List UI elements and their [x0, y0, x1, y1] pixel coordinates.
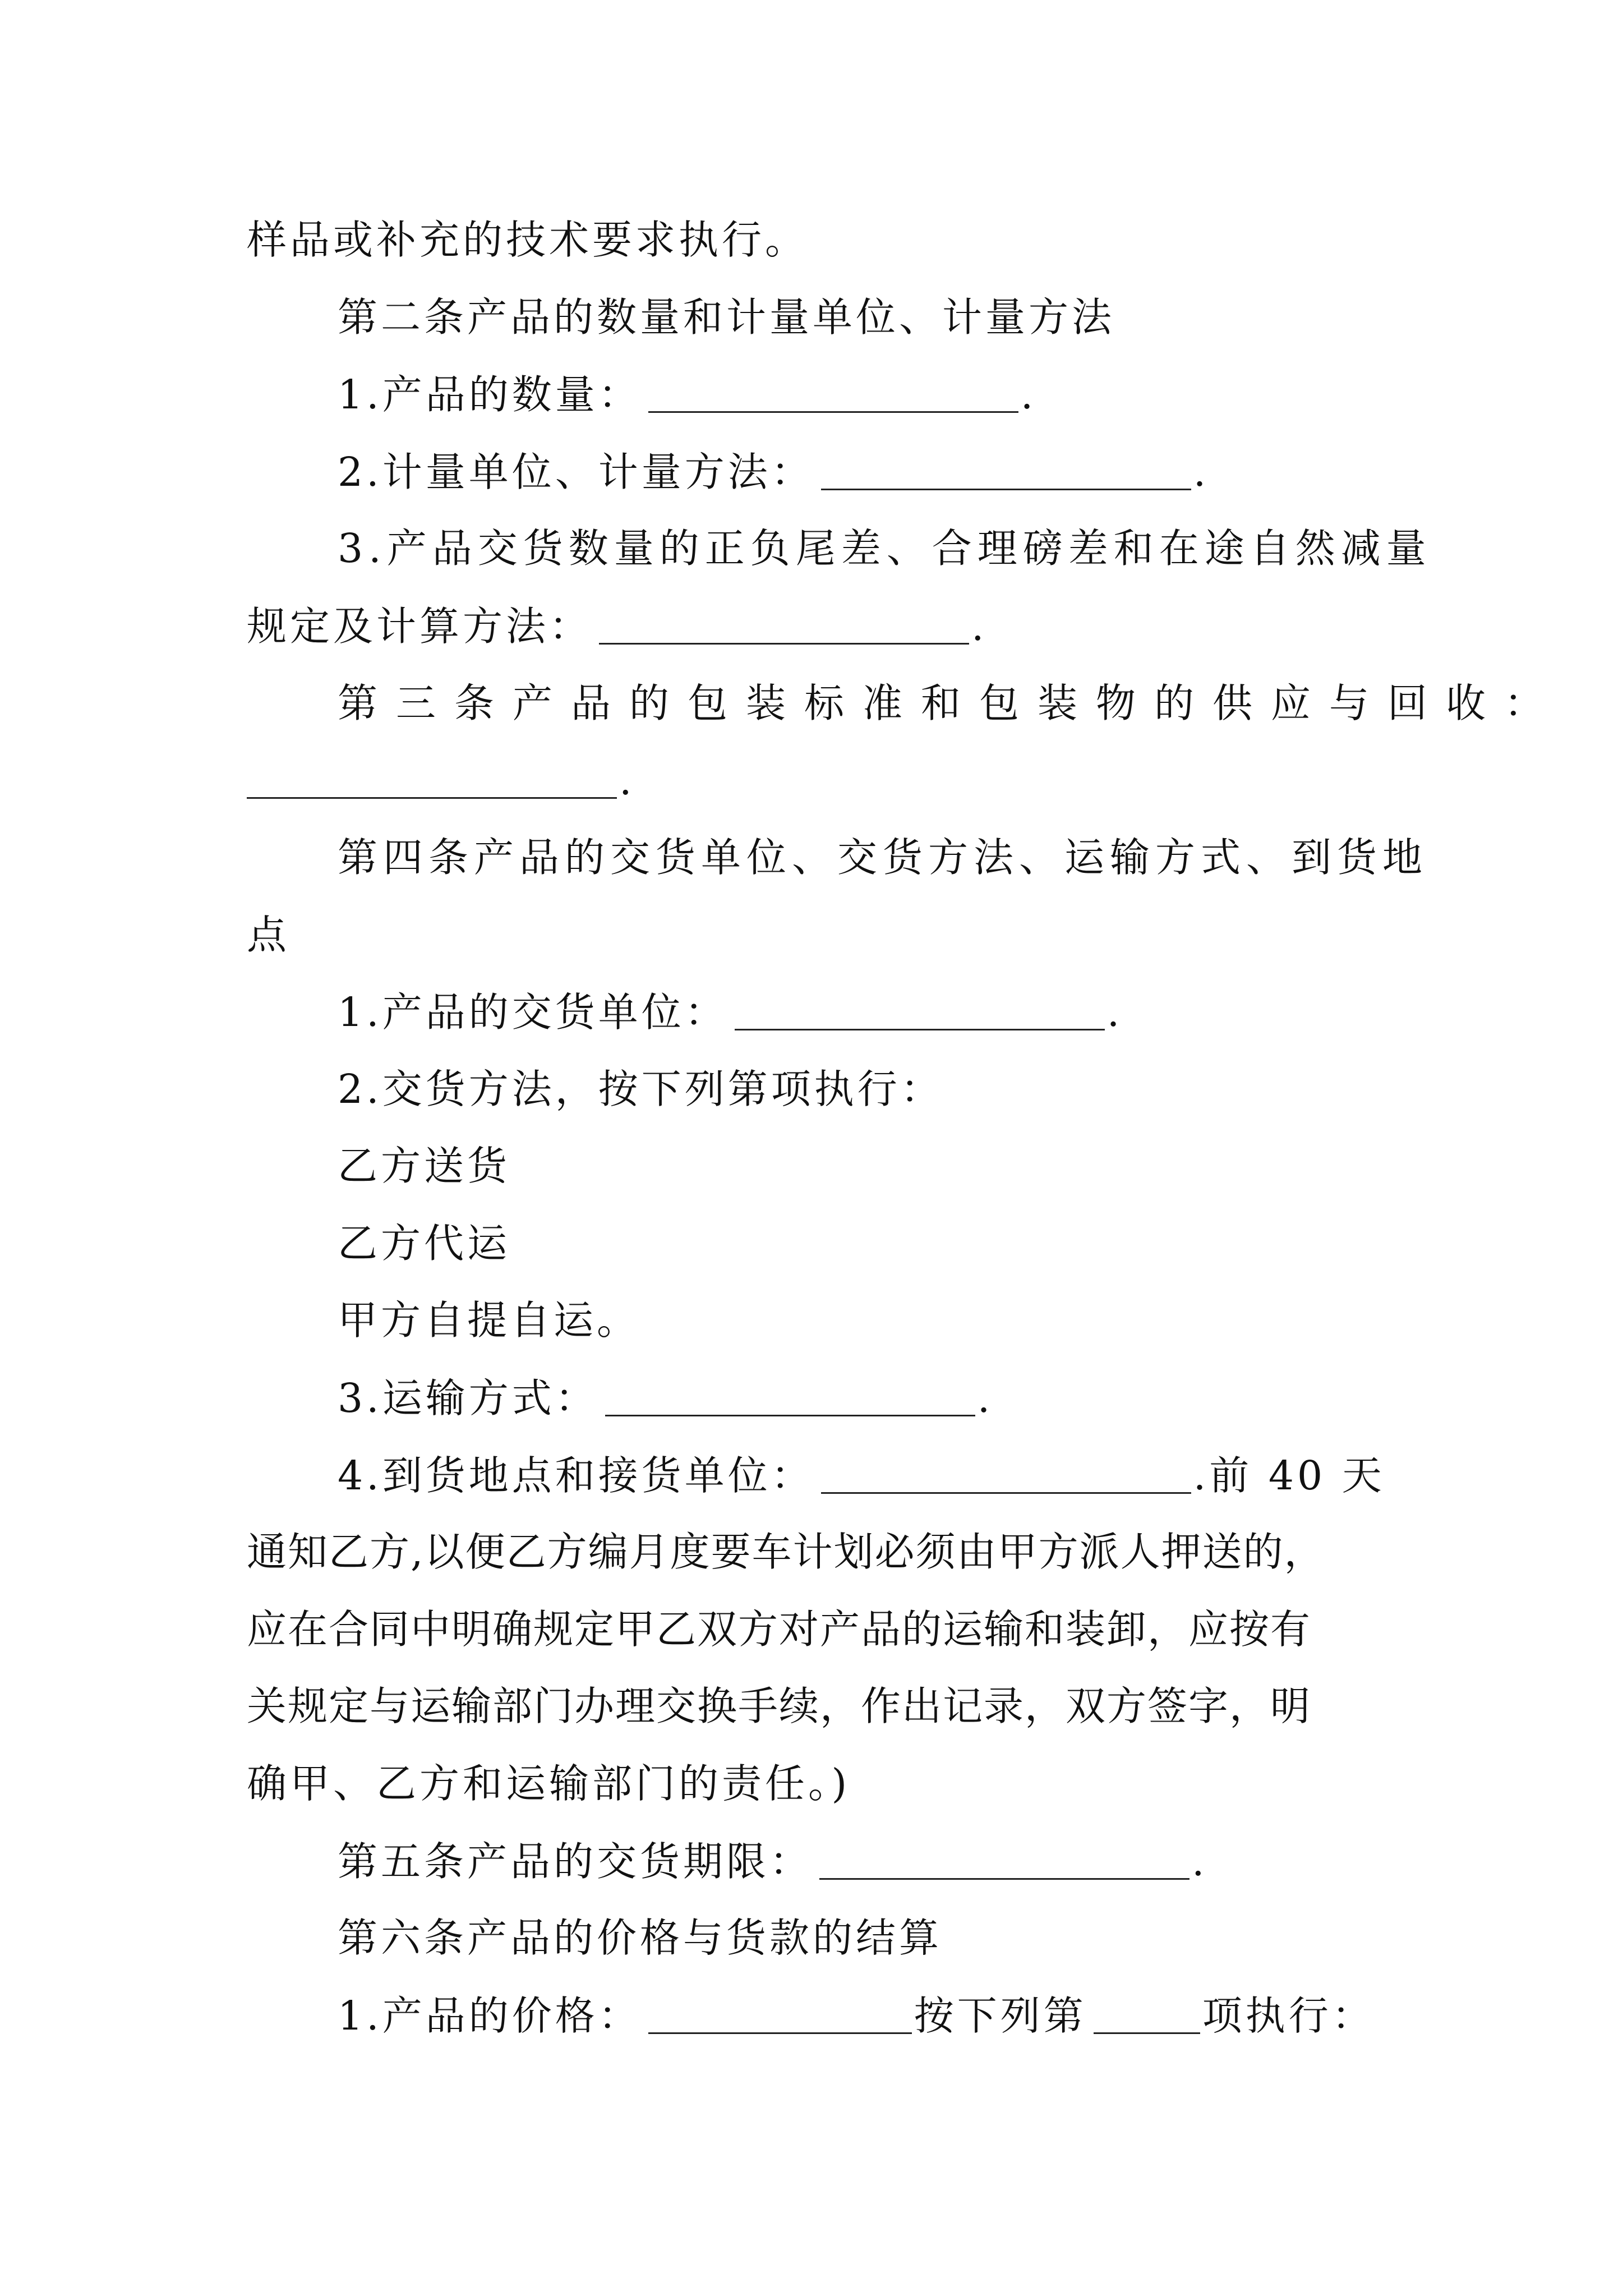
text-fragment: .前 40 天 [1193, 1452, 1385, 1499]
text-line [247, 757, 635, 804]
text-line: 确甲、乙方和运输部门的责任。) [247, 1760, 851, 1807]
period: . [1192, 1838, 1208, 1885]
article-6-heading: 第六条产品的价格与货款的结算 [338, 1915, 943, 1961]
text-line: 样品或补充的技术要求执行。 [247, 217, 809, 263]
blank-field[interactable] [247, 760, 617, 799]
text-line [247, 603, 988, 650]
blank-field[interactable] [821, 452, 1191, 490]
item-label: 1.产品的交货单位： [338, 989, 728, 1036]
text-fragment: 项执行： [1202, 1993, 1375, 2039]
blank-field[interactable] [648, 1995, 912, 2034]
period: . [977, 1375, 994, 1421]
item-label: 3.运输方式： [338, 1375, 598, 1421]
item-label: 第五条产品的交货期限： [338, 1838, 813, 1885]
article-4-heading: 第四条产品的交货单位、交货方法、运输方式、到货地 [338, 834, 1428, 881]
period: . [619, 757, 635, 804]
text-line [338, 989, 1123, 1036]
blank-field[interactable] [735, 992, 1105, 1030]
blank-field[interactable] [605, 1378, 975, 1416]
text-line [338, 1375, 994, 1421]
text-line: 点 [247, 912, 291, 958]
period: . [971, 603, 988, 650]
text-line: 应在合同中明确规定甲乙双方对产品的运输和装卸，应按有 [247, 1606, 1312, 1653]
article-2-heading: 第二条产品的数量和计量单位、计量方法 [338, 294, 1115, 341]
article-3-heading: 第三条产品的包装标准和包装物的供应与回收： [338, 680, 1563, 726]
text-line [338, 371, 1037, 418]
item-label: 4.到货地点和接货单位： [338, 1452, 814, 1499]
option-line: 甲方自提自运。 [338, 1297, 640, 1343]
blank-field[interactable] [1094, 1995, 1200, 2034]
option-line: 乙方送货 [338, 1143, 511, 1189]
blank-field[interactable] [648, 374, 1018, 413]
text-fragment: 按下列第 [914, 1993, 1087, 2039]
blank-field[interactable] [821, 1455, 1191, 1494]
option-line: 乙方代运 [338, 1220, 511, 1267]
text-line [338, 1452, 1385, 1499]
text-line: 关规定与运输部门办理交换手续，作出记录，双方签字，明 [247, 1683, 1312, 1729]
item-label: 规定及计算方法： [247, 603, 593, 650]
item-label: 2.计量单位、计量方法： [338, 449, 814, 495]
period: . [1193, 449, 1210, 495]
text-line [338, 449, 1210, 495]
item-label: 1.产品的数量： [338, 371, 642, 418]
period: . [1020, 371, 1037, 418]
text-line [338, 1993, 1375, 2039]
text-line: 3.产品交货数量的正负尾差、合理磅差和在途自然减量 [338, 525, 1432, 572]
blank-field[interactable] [599, 606, 969, 645]
article-5-heading [338, 1838, 1208, 1885]
item-label: 1.产品的价格： [338, 1993, 642, 2039]
text-line: 2.交货方法，按下列第项执行： [338, 1066, 944, 1112]
text-line: 通知乙方,以便乙方编月度要车计划必须由甲方派人押送的， [247, 1529, 1325, 1575]
blank-field[interactable] [819, 1841, 1189, 1880]
period: . [1106, 989, 1123, 1036]
